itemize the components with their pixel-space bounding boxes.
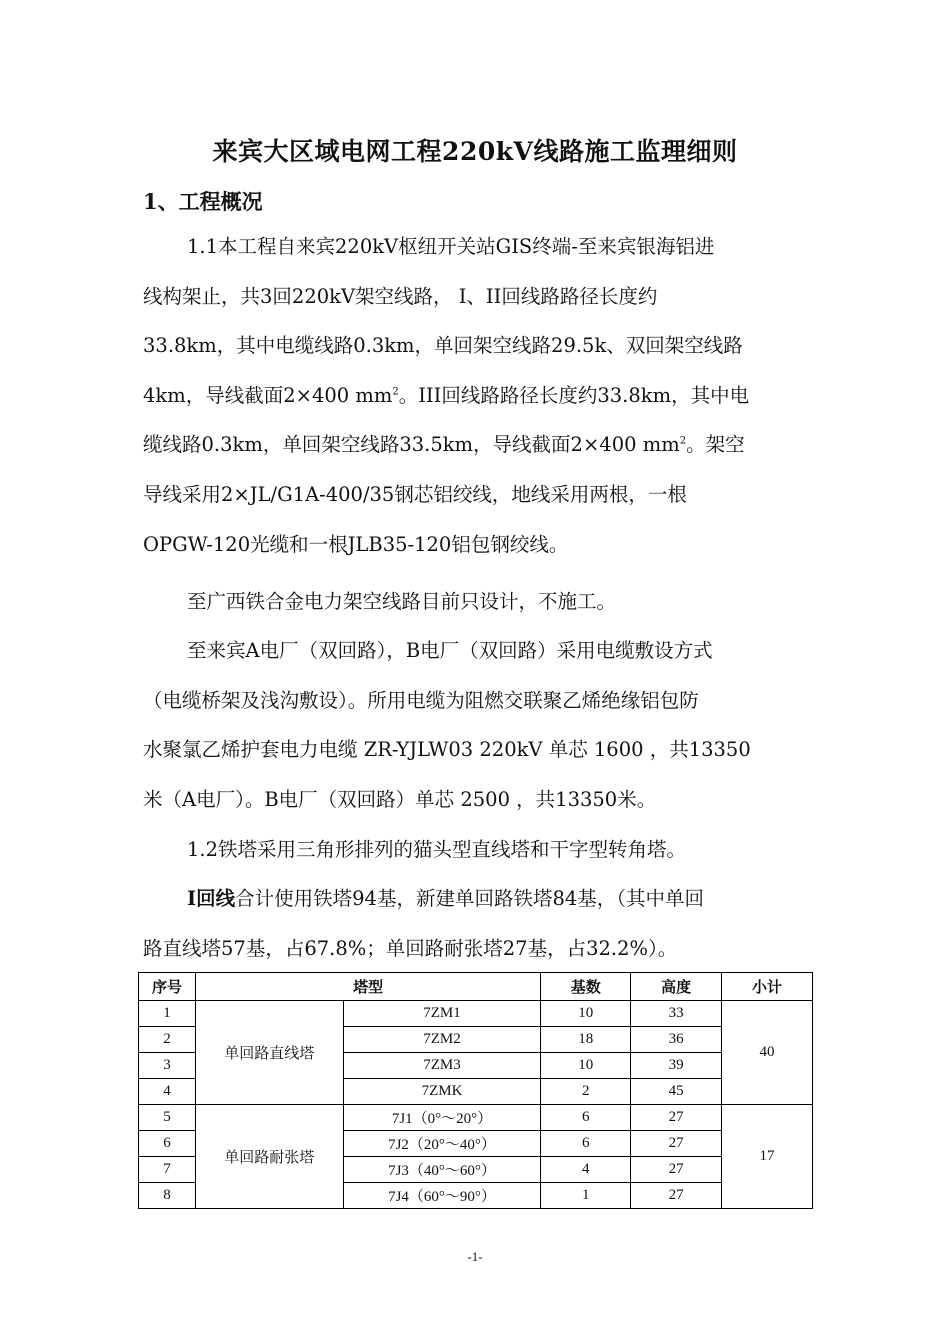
text-line: 线构架止，共3回220kV架空线路， I、II回线路路径长度约	[143, 284, 658, 308]
paragraph-project-overview	[143, 222, 808, 569]
text-line: 至来宾A电厂（双回路），B电厂（双回路）采用电缆敷设方式	[187, 639, 713, 662]
text-line	[143, 420, 808, 470]
cell-no: 5	[139, 1105, 196, 1131]
cell-height: 27	[631, 1131, 722, 1157]
text-line: 导线采用2×JL/G1A-400/35钢芯铝绞线，地线采用两根，一根	[143, 482, 687, 506]
cell-model: 7J1（0°～20°）	[343, 1105, 541, 1131]
table-row	[139, 1105, 813, 1131]
header-subtotal: 小计	[722, 973, 813, 1001]
table-header-row	[139, 973, 813, 1001]
cell-count: 10	[541, 1001, 631, 1027]
header-count: 基数	[541, 973, 631, 1001]
cell-count: 10	[541, 1053, 631, 1079]
cell-count: 6	[541, 1105, 631, 1131]
cell-count: 6	[541, 1131, 631, 1157]
cell-model: 7ZM3	[343, 1053, 541, 1079]
cell-count: 1	[541, 1183, 631, 1209]
cell-model: 7ZMK	[343, 1079, 541, 1105]
text-line	[143, 874, 808, 924]
paragraph-cable-laying	[143, 626, 808, 824]
cell-count: 2	[541, 1079, 631, 1105]
section-heading: 1、工程概况	[143, 189, 263, 214]
paragraph-line-i-summary	[143, 874, 808, 973]
cell-height: 27	[631, 1157, 722, 1183]
paragraph-guangxi-line	[143, 577, 808, 627]
cell-model: 7J2（20°～40°）	[343, 1131, 541, 1157]
text-fragment: 。III回线路路径长度约33.8km，其中电	[398, 383, 750, 407]
text-line: 33.8km，其中电缆线路0.3km，单回架空线路29.5k、双回架空线路	[143, 334, 743, 358]
table-row	[139, 1001, 813, 1027]
cell-subtotal: 17	[722, 1105, 813, 1209]
text-line: （电缆桥架及浅沟敷设）。所用电缆为阻燃交联聚乙烯绝缘铝包防	[143, 688, 699, 712]
cell-no: 8	[139, 1183, 196, 1209]
text-line: 1.2铁塔采用三角形排列的猫头型直线塔和干字型转角塔。	[187, 838, 687, 861]
cell-no: 3	[139, 1053, 196, 1079]
text-line: 至广西铁合金电力架空线路目前只设计，不施工。	[187, 590, 617, 613]
cell-count: 4	[541, 1157, 631, 1183]
cell-no: 1	[139, 1001, 196, 1027]
text-fragment: 缆线路0.3km，单回架空线路33.5km，导线截面2×400 mm	[143, 433, 680, 457]
text-line: 路直线塔57基，占67.8%；单回路耐张塔27基，占32.2%）。	[143, 936, 678, 960]
cell-height: 36	[631, 1027, 722, 1053]
cell-model: 7ZM2	[343, 1027, 541, 1053]
cell-height: 27	[631, 1105, 722, 1131]
document-title: 来宾大区域电网工程220kV线路施工监理细则	[212, 137, 738, 166]
cell-height: 45	[631, 1079, 722, 1105]
cell-model: 7J3（40°～60°）	[343, 1157, 541, 1183]
cell-no: 4	[139, 1079, 196, 1105]
tower-table	[138, 972, 813, 1209]
cell-group-name: 单回路耐张塔	[195, 1105, 343, 1209]
cell-height: 27	[631, 1183, 722, 1209]
page-number: -1-	[467, 1249, 483, 1264]
cell-model: 7J4（60°～90°）	[343, 1183, 541, 1209]
text-fragment: 。架空	[686, 433, 745, 457]
header-no: 序号	[139, 973, 196, 1001]
cell-no: 6	[139, 1131, 196, 1157]
cell-height: 33	[631, 1001, 722, 1027]
header-tower-type: 塔型	[195, 973, 540, 1001]
text-fragment: 合计使用铁塔94基，新建单回路铁塔84基，（其中单回	[235, 887, 705, 910]
text-line	[143, 371, 808, 421]
bold-label: I回线	[187, 887, 236, 910]
cell-count: 18	[541, 1027, 631, 1053]
text-line: 1.1本工程自来宾220kV枢纽开关站GIS终端-至来宾银海铝进	[187, 235, 715, 258]
cell-no: 2	[139, 1027, 196, 1053]
header-height: 高度	[631, 973, 722, 1001]
text-fragment: 4km，导线截面2×400 mm	[143, 383, 393, 407]
text-line: OPGW-120光缆和一根JLB35-120铝包钢绞线。	[143, 532, 569, 556]
text-line: 米（A电厂）。B电厂（双回路）单芯 2500 ，共13350米。	[143, 787, 657, 811]
cell-subtotal: 40	[722, 1001, 813, 1105]
text-line: 水聚氯乙烯护套电力电缆 ZR-YJLW03 220kV 单芯 1600 ，共13350	[143, 738, 751, 762]
cell-no: 7	[139, 1157, 196, 1183]
cell-group-name: 单回路直线塔	[195, 1001, 343, 1105]
superscript: 2	[392, 386, 399, 398]
cell-model: 7ZM1	[343, 1001, 541, 1027]
superscript: 2	[679, 435, 687, 447]
cell-height: 39	[631, 1053, 722, 1079]
paragraph-tower-type	[143, 825, 808, 875]
